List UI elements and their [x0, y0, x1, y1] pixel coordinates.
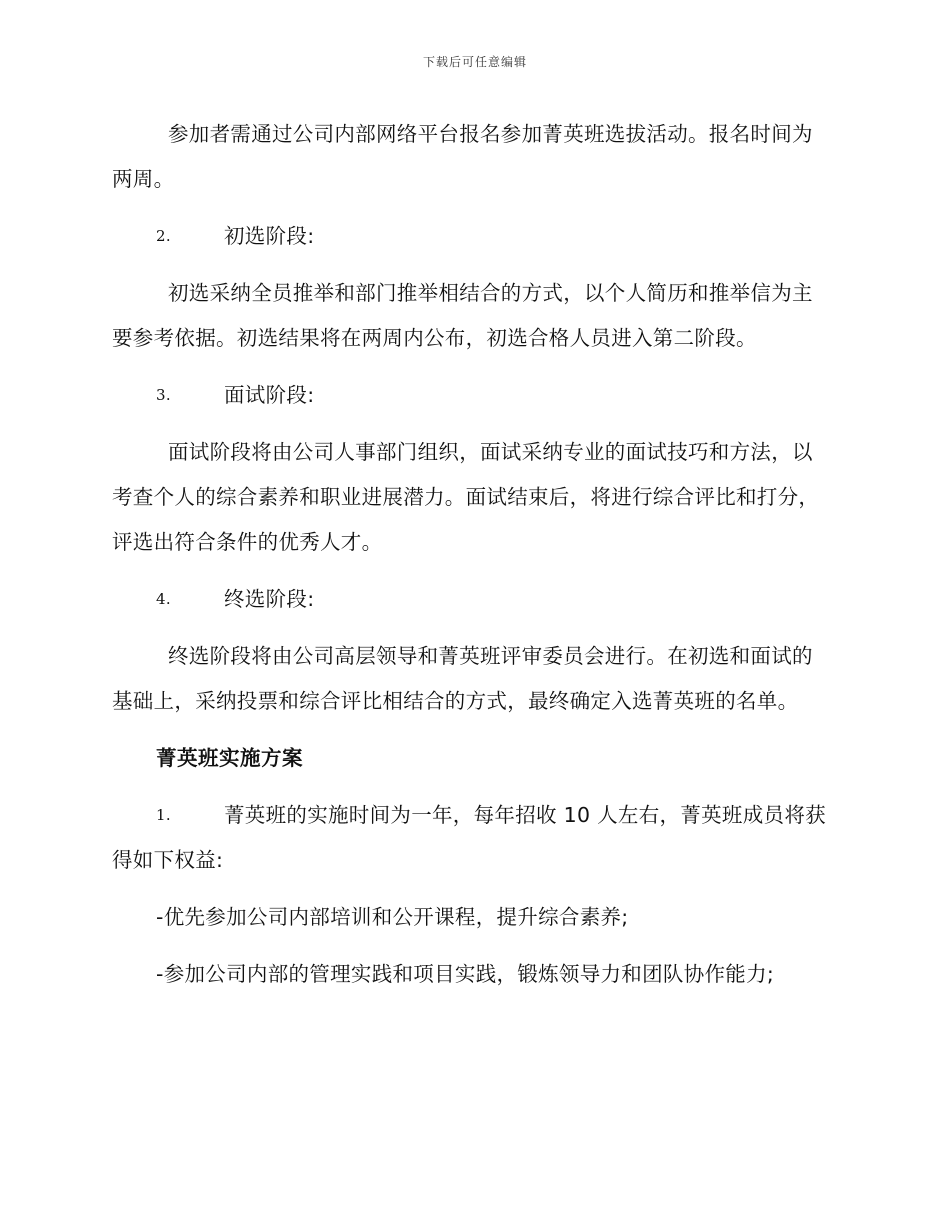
paragraph-preliminary: 初选采纳全员推举和部门推举相结合的方式，以个人简历和推举信为主要参考依据。初选结果将在两周内公布，初选合格人员进入第二阶段。	[112, 281, 813, 350]
step-preliminary-heading	[112, 214, 832, 259]
step-final-heading	[112, 577, 832, 622]
plan-text: 菁英班的实施时间为一年，每年招收 10 人左右，菁英班成员将获得如下权益:	[112, 803, 826, 872]
document-body	[112, 112, 832, 1009]
step-label: 面试阶段:	[224, 383, 315, 407]
paragraph-interview: 面试阶段将由公司人事部门组织，面试采纳专业的面试技巧和方法，以考查个人的综合素养和职业进展潜力。面试结束后，将进行综合评比和打分，评选出符合条件的优秀人才。	[112, 440, 820, 554]
page-header: 下载后可任意编辑	[422, 55, 527, 69]
step-interview-heading	[112, 373, 832, 418]
paragraph-registration: 参加者需通过公司内部网络平台报名参加菁英班选拔活动。报名时间为两周。	[112, 122, 813, 191]
benefit-item-training: -优先参加公司内部培训和公开课程，提升综合素养;	[156, 905, 629, 929]
benefit-item-practice: -参加公司内部的管理实践和项目实践，锻炼领导力和团队协作能力;	[156, 962, 775, 986]
plan-number: 1.	[156, 806, 171, 824]
step-label: 初选阶段:	[224, 224, 315, 248]
paragraph-final: 终选阶段将由公司高层领导和菁英班评审委员会进行。在初选和面试的基础上，采纳投票和综合评比相结合的方式，最终确定入选菁英班的名单。	[112, 644, 813, 713]
step-number: 2.	[156, 227, 171, 245]
plan-item-1	[112, 793, 832, 883]
section-heading: 菁英班实施方案	[156, 746, 303, 770]
step-number: 3.	[156, 386, 171, 404]
step-number: 4.	[156, 590, 171, 608]
step-label: 终选阶段:	[224, 587, 315, 611]
